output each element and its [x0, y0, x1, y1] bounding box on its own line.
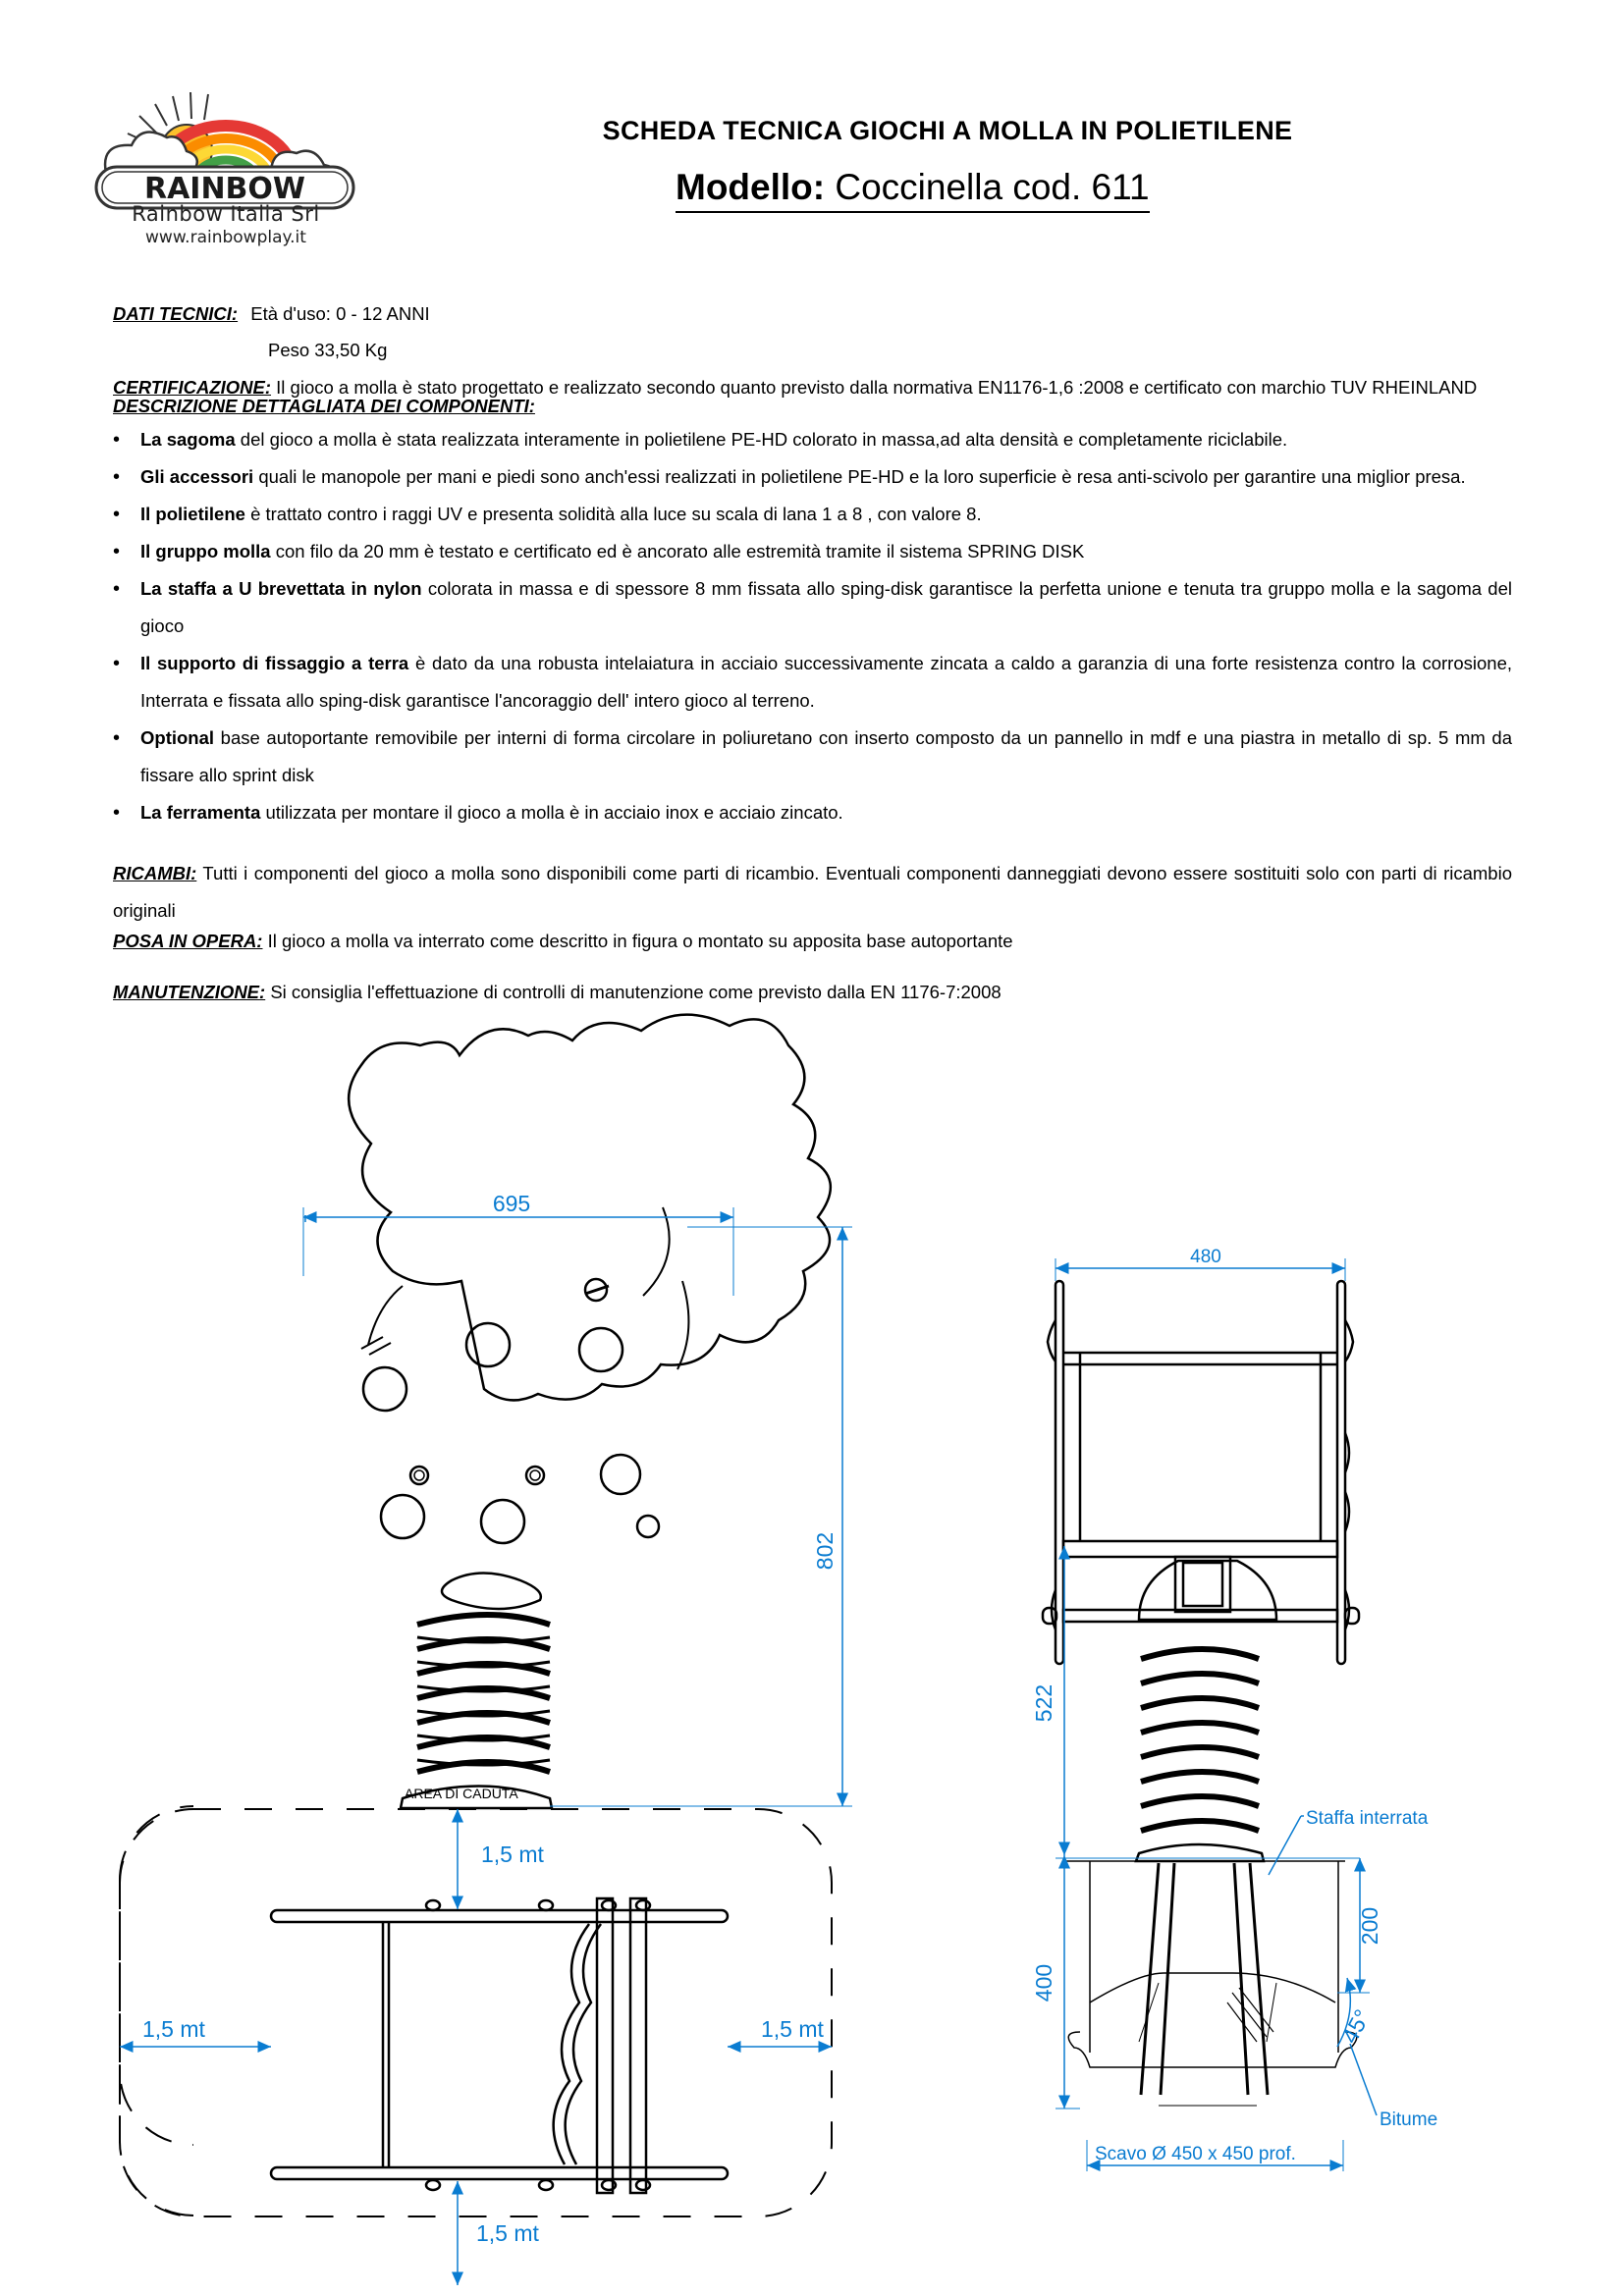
component-text: con filo da 20 mm è testato e certificato ed è ancorato alle estremità tramite il sistema SPRING DISK: [275, 541, 1085, 561]
label-bitume: Bitume: [1380, 2109, 1438, 2130]
list-item: [113, 533, 1512, 570]
component-bold: Il supporto di fissaggio a terra: [140, 653, 409, 673]
components-list: [113, 421, 1512, 831]
list-item: [113, 794, 1512, 831]
label-area-right: 1,5 mt: [761, 2016, 824, 2042]
certificazione-label: CERTIFICAZIONE:: [113, 377, 272, 398]
posa-label: POSA IN OPERA:: [113, 931, 263, 951]
fall-area-dimensions: [120, 1809, 832, 2285]
posa-text: Il gioco a molla va interrato come descritto in figura o montato su apposita base autoportante: [267, 931, 1013, 951]
list-item: [113, 720, 1512, 794]
label-area-caduta: AREA DI CADUTA: [405, 1786, 518, 1801]
ricambi-text: Tutti i componenti del gioco a molla sono disponibili come parti di ricambio. Eventuali componenti danneggiati devono essere sostituiti solo con parti di ricambio originali: [113, 863, 1512, 921]
dim-front-width: 695: [492, 1191, 531, 1216]
component-bold: La sagoma: [140, 429, 236, 450]
component-text: quali le manopole per mani e piedi sono anch'essi realizzati in polietilene PE-HD e la loro superficie è resa anti-scivolo per garantire una miglior presa.: [258, 466, 1466, 487]
label-area-left: 1,5 mt: [142, 2016, 205, 2042]
dim-angle: 45°: [1336, 2004, 1376, 2048]
component-bold: La ferramenta: [140, 802, 261, 823]
dim-side-width: 480: [1190, 1247, 1221, 1267]
component-bold: Il gruppo molla: [140, 541, 271, 561]
component-bold: Gli accessori: [140, 466, 254, 487]
list-item: [113, 570, 1512, 645]
ricambi-label: RICAMBI:: [113, 863, 197, 883]
label-scavo: Scavo Ø 450 x 450 prof.: [1095, 2144, 1296, 2164]
model-label: Modello:: [676, 167, 826, 207]
descrizione-label: [113, 397, 1512, 415]
label-staffa-interrata: Staffa interrata: [1306, 1808, 1429, 1829]
list-item: [113, 645, 1512, 720]
front-view-drawing: [349, 1015, 831, 1808]
manutenzione-label: MANUTENZIONE: [113, 982, 260, 1002]
manutenzione-row: [113, 983, 1512, 1001]
certificazione-text: Il gioco a molla è stato progettato e realizzato secondo quanto previsto dalla normativa EN1176-1,6 :2008 e certificato con marchio TUV RHEINLAND: [276, 377, 1478, 398]
spec-section: [113, 304, 1512, 1001]
label-area-bottom: 1,5 mt: [476, 2220, 539, 2246]
descrizione-heading: DESCRIZIONE DETTAGLIATA DEI COMPONENTI:: [113, 396, 535, 416]
side-view-drawing: [1043, 1281, 1359, 2106]
component-text: utilizzata per montare il gioco a molla è in acciaio inox e acciaio zincato.: [265, 802, 843, 823]
model-title: [676, 167, 1150, 213]
fall-area-drawing: [120, 1806, 832, 2216]
company-website: www.rainbowplay.it: [145, 228, 306, 247]
logo-block: [88, 77, 363, 258]
component-text: base autoportante removibile per interni di forma circolare in poliuretano con inserto composto da un pannello in mdf e una piastra in metallo di sp. 5 mm da fissare allo sprint disk: [140, 727, 1513, 785]
dim-side-height: 522: [1031, 1683, 1056, 1723]
list-item: [113, 496, 1512, 533]
dati-tecnici-label: DATI TECNICI:: [113, 303, 239, 324]
manutenzione-sep: :: [259, 982, 266, 1002]
model-value: Coccinella cod. 611: [835, 167, 1150, 207]
dim-400: 400: [1031, 1963, 1056, 2002]
list-item: [113, 458, 1512, 496]
dim-200: 200: [1357, 1906, 1382, 1946]
dim-front-height: 802: [812, 1531, 838, 1571]
component-bold: La staffa a U brevettata in nylon: [140, 578, 422, 599]
component-text: è dato da una robusta intelaiatura in acciaio successivamente zincata a caldo a garanzia di una forte resistenza contro la corrosione, Interrata e fissata allo sping-disk garantisce l'ancoraggio dell' intero gioco al terreno.: [140, 653, 1512, 711]
component-text: colorata in massa e di spessore 8 mm fissata allo sping-disk garantisce la perfetta unione e tenuta tra gruppo molla e la sagoma del gioco: [140, 578, 1512, 636]
component-text: del gioco a molla è stata realizzata interamente in polietilene PE-HD colorato in massa,ad alta densità e completamente riciclabile.: [240, 429, 1288, 450]
label-area-top: 1,5 mt: [481, 1842, 544, 1867]
component-text: è trattato contro i raggi UV e presenta solidità alla luce su scala di lana 1 a 8 , con valore 8.: [250, 504, 982, 524]
eta-value: Età d'uso: 0 - 12 ANNI: [250, 303, 430, 324]
ricambi-row: [113, 855, 1512, 930]
component-bold: Optional: [140, 727, 215, 748]
certificazione-row: [113, 378, 1512, 397]
company-name: Rainbow Italia Srl: [132, 202, 320, 226]
side-dimensions: [1056, 1258, 1377, 2171]
front-dimensions: [303, 1207, 852, 1806]
logo-brand-text: RAINBOW: [143, 172, 306, 206]
dati-tecnici-row: [113, 304, 1512, 323]
component-bold: Il polietilene: [140, 504, 245, 524]
list-item: [113, 421, 1512, 458]
posa-row: [113, 930, 1512, 953]
manutenzione-text: Si consiglia l'effettuazione di controlli di manutenzione come previsto dalla EN 1176-7:2008: [270, 982, 1001, 1002]
peso-row: Peso 33,50 Kg: [268, 340, 388, 360]
page-title: SCHEDA TECNICA GIOCHI A MOLLA IN POLIETILENE: [602, 116, 1293, 145]
